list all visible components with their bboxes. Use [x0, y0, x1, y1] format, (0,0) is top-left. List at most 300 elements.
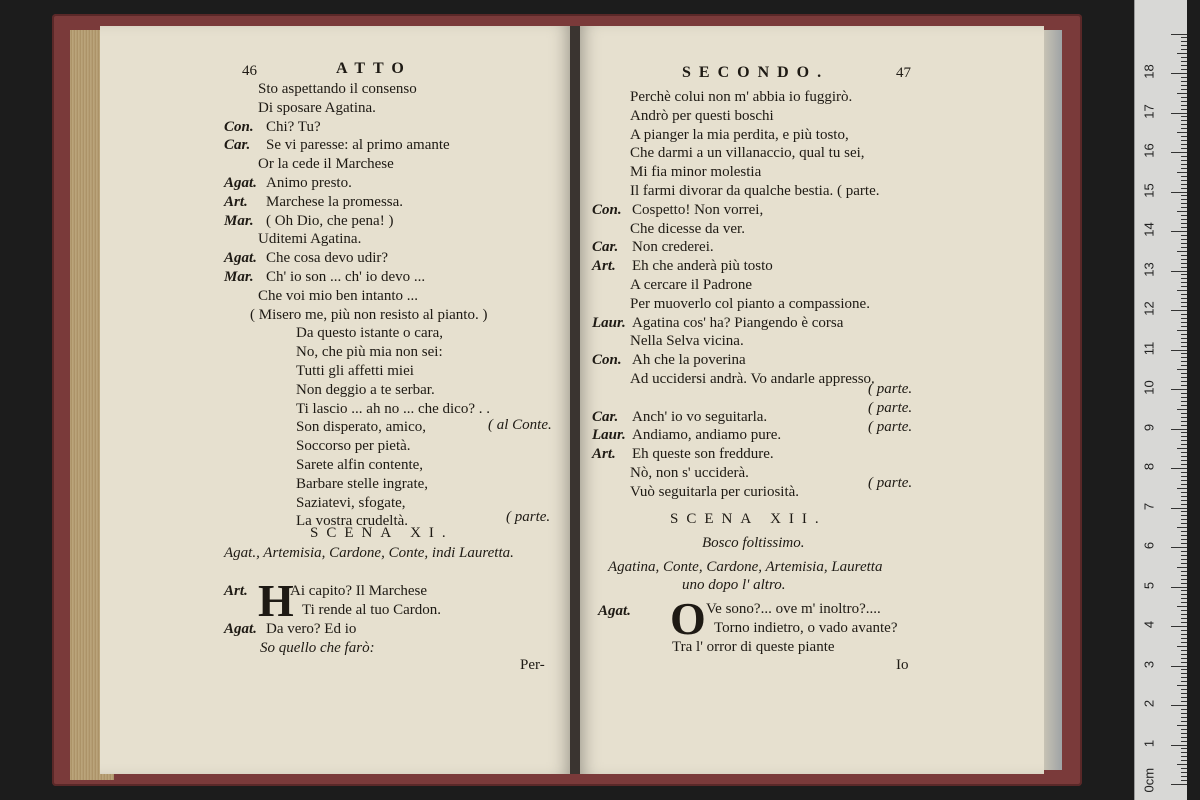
- ruler-tick: [1181, 207, 1187, 208]
- ruler-tick: [1181, 247, 1187, 248]
- ruler-tick: [1171, 73, 1187, 74]
- scene-cast-xii-2: uno dopo l' altro.: [682, 577, 786, 593]
- ruler-number: 16: [1141, 143, 1157, 158]
- ruler-tick: [1177, 685, 1187, 686]
- ruler-number: 12: [1141, 301, 1157, 316]
- ruler-tick: [1181, 274, 1187, 275]
- ruler-tick: [1181, 413, 1187, 414]
- ruler-tick: [1181, 45, 1187, 46]
- ruler-tick: [1171, 429, 1187, 430]
- ruler-tick: [1181, 658, 1187, 659]
- speaker-label: Car.: [224, 137, 251, 154]
- ruler-number: 18: [1141, 64, 1157, 79]
- speaker-label: Laur.: [592, 314, 626, 331]
- verse-line: Nò, non s' ucciderà.: [630, 465, 749, 481]
- art-line-2: Ti rende al tuo Cardon.: [302, 602, 442, 618]
- ruler-tick: [1181, 780, 1187, 781]
- ruler-tick: [1181, 515, 1187, 516]
- ruler-tick: [1181, 342, 1187, 343]
- verse-line: Soccorso per pietà.: [296, 438, 411, 455]
- ruler-tick: [1181, 69, 1187, 70]
- ruler-tick: [1181, 748, 1187, 749]
- ruler-tick: [1181, 559, 1187, 560]
- ruler-tick: [1171, 508, 1187, 509]
- verse-line: Che voi mio ben intanto ...: [258, 287, 418, 304]
- right-page-edges: [1042, 30, 1062, 770]
- ruler-tick: [1181, 713, 1187, 714]
- ruler-tick: [1181, 235, 1187, 236]
- ruler-tick: [1181, 239, 1187, 240]
- ruler-tick: [1177, 211, 1187, 212]
- verse-line: Per muoverlo col pianto a compassione.: [630, 295, 870, 312]
- speaker-label: Mar.: [224, 212, 254, 229]
- ruler-tick: [1177, 132, 1187, 133]
- verse-line: Cospetto! Non vorrei,: [632, 201, 764, 218]
- verse-line: Ti lascio ... ah no ... che dico? . .: [296, 400, 490, 417]
- ruler-tick: [1181, 563, 1187, 564]
- catchword-left: Per-: [520, 657, 545, 673]
- ruler-tick: [1181, 156, 1187, 157]
- ruler-tick: [1181, 298, 1187, 299]
- ruler-tick: [1181, 176, 1187, 177]
- ruler-tick: [1181, 417, 1187, 418]
- ruler-number: 6: [1141, 541, 1157, 550]
- ruler-tick: [1181, 136, 1187, 137]
- ruler-tick: [1181, 77, 1187, 78]
- agat-right-line-3: Tra l' orror di queste piante: [672, 639, 835, 655]
- scene-place: Bosco foltissimo.: [702, 535, 805, 551]
- ruler-tick: [1181, 756, 1187, 757]
- ruler-tick: [1181, 662, 1187, 663]
- dropcap-h: H: [258, 575, 294, 626]
- agat-right-line-2: Torno indietro, o vado avante?: [714, 620, 898, 636]
- verse-line: Ah che la poverina: [632, 352, 746, 369]
- verse-line: Animo presto.: [266, 175, 352, 191]
- stage-direction-al-conte: ( al Conte.: [488, 417, 552, 433]
- ruler-tick: [1177, 646, 1187, 647]
- ruler-tick: [1171, 231, 1187, 232]
- ruler-tick: [1171, 666, 1187, 667]
- verse-line: Che darmi a un villanaccio, qual tu sei,: [630, 145, 865, 162]
- ruler-tick: [1181, 338, 1187, 339]
- running-head-left: ATTO: [336, 60, 412, 77]
- ruler-tick: [1181, 381, 1187, 382]
- ruler-tick: [1181, 472, 1187, 473]
- ruler-tick: [1181, 523, 1187, 524]
- speaker-label: Agat.: [224, 250, 257, 267]
- verse-line: No, che più mia non sei:: [296, 344, 443, 361]
- ruler-number: 3: [1141, 660, 1157, 668]
- ruler-tick: [1181, 733, 1187, 734]
- ruler-tick: [1181, 650, 1187, 651]
- ruler-tick: [1181, 148, 1187, 149]
- verse-line: Non deggio a te serbar.: [296, 381, 435, 398]
- ruler-tick: [1181, 267, 1187, 268]
- ruler-tick: [1181, 302, 1187, 303]
- verse-line: Saziatevi, sfogate,: [296, 494, 406, 511]
- verse-line: Agatina cos' ha? Piangendo è corsa: [632, 314, 844, 331]
- ruler-tick: [1181, 116, 1187, 117]
- ruler-tick: [1181, 480, 1187, 481]
- verse-line: Ad uccidersi andrà. Vo andarle appresso.: [630, 371, 875, 387]
- ruler-tick: [1181, 669, 1187, 670]
- ruler-tick: [1181, 195, 1187, 196]
- ruler-tick: [1171, 626, 1187, 627]
- verse-line: Perchè colui non m' abbia io fuggirò.: [630, 89, 853, 105]
- ruler-tick: [1171, 271, 1187, 272]
- scene-cast-xi: Agat., Artemisia, Cardone, Conte, indi Lauretta.: [224, 545, 514, 561]
- running-head-right: SECONDO.: [682, 64, 830, 81]
- speaker-agat: Agat.: [224, 621, 257, 637]
- speaker-label: Car.: [592, 239, 619, 256]
- ruler-tick: [1181, 590, 1187, 591]
- ruler-tick: [1181, 709, 1187, 710]
- ruler-tick: [1181, 579, 1187, 580]
- ruler-tick: [1181, 436, 1187, 437]
- ruler-tick: [1181, 81, 1187, 82]
- ruler-tick: [1181, 105, 1187, 106]
- ruler-tick: [1181, 721, 1187, 722]
- ruler-tick: [1181, 634, 1187, 635]
- verse-line: Di sposare Agatina.: [258, 99, 376, 116]
- ruler-tick: [1181, 535, 1187, 536]
- ruler-tick: [1181, 120, 1187, 121]
- ruler-tick: [1181, 496, 1187, 497]
- ruler-tick: [1181, 199, 1187, 200]
- speaker-label: Art.: [592, 446, 616, 463]
- ruler-tick: [1181, 365, 1187, 366]
- ruler-tick: [1171, 113, 1187, 114]
- ruler-tick: [1181, 286, 1187, 287]
- ruler-tick: [1181, 397, 1187, 398]
- speaker-label: Art.: [592, 258, 616, 275]
- verse-line: Or la cede il Marchese: [258, 156, 394, 173]
- ruler-tick: [1177, 172, 1187, 173]
- ruler-tick: [1177, 369, 1187, 370]
- ruler-tick: [1181, 322, 1187, 323]
- speaker-label: Mar.: [224, 269, 254, 285]
- ruler-tick: [1181, 583, 1187, 584]
- ruler-tick: [1181, 484, 1187, 485]
- ruler-tick: [1181, 500, 1187, 501]
- verse-line: Il farmi divorar da qualche bestia. ( parte.: [630, 183, 880, 199]
- ruler-tick: [1181, 385, 1187, 386]
- ruler-tick: [1177, 409, 1187, 410]
- ruler-tick: [1181, 164, 1187, 165]
- verse-line: Da questo istante o cara,: [296, 325, 444, 342]
- ruler-number: 4: [1141, 620, 1157, 629]
- ruler-tick: [1177, 448, 1187, 449]
- speaker-label: Art.: [224, 193, 248, 210]
- ruler-tick: [1177, 764, 1187, 765]
- ruler-tick: [1181, 693, 1187, 694]
- ruler-tick: [1181, 219, 1187, 220]
- verse-line: Se vi paresse: al primo amante: [266, 137, 450, 154]
- ruler-tick: [1181, 571, 1187, 572]
- scene-title-xi: SCENA XI.: [310, 525, 454, 541]
- ruler-tick: [1181, 421, 1187, 422]
- ruler-tick: [1181, 377, 1187, 378]
- ruler-tick: [1181, 460, 1187, 461]
- speaker-label: Con.: [592, 201, 622, 218]
- ruler-tick: [1181, 188, 1187, 189]
- verse-line: Anch' io vo seguitarla.: [632, 408, 768, 425]
- ruler-tick: [1177, 527, 1187, 528]
- verse-line: Andrò per questi boschi: [630, 107, 774, 124]
- ruler-tick: [1181, 432, 1187, 433]
- ruler-tick: [1181, 697, 1187, 698]
- ruler-tick: [1181, 575, 1187, 576]
- verse-line: Andiamo, andiamo pure.: [632, 427, 782, 444]
- verse-line: ( Oh Dio, che pena! ): [266, 212, 394, 229]
- ruler-tick: [1181, 444, 1187, 445]
- stage-direction-parte-3: ( parte.: [868, 419, 913, 435]
- speaker-label: Con.: [592, 352, 622, 369]
- ruler-tick: [1181, 97, 1187, 98]
- ruler-tick: [1171, 547, 1187, 548]
- ruler-tick: [1181, 602, 1187, 603]
- ruler-tick: [1181, 701, 1187, 702]
- ruler-number: 15: [1141, 182, 1157, 198]
- ruler-tick: [1181, 306, 1187, 307]
- ruler-number: 0cm: [1141, 767, 1157, 793]
- ruler-tick: [1181, 259, 1187, 260]
- page-number-right: 47: [896, 65, 911, 81]
- verse-line: Eh queste son freddure.: [632, 446, 774, 463]
- ruler-tick: [1181, 689, 1187, 690]
- ruler-tick: [1181, 49, 1187, 50]
- ruler-tick: [1181, 476, 1187, 477]
- ruler-tick: [1181, 144, 1187, 145]
- ruler-tick: [1181, 85, 1187, 86]
- right-page: [578, 26, 1044, 774]
- art-line-1: Ai capito? Il Marchese: [290, 583, 428, 599]
- dropcap-o: O: [670, 593, 706, 644]
- ruler-tick: [1181, 357, 1187, 358]
- verse-line: La vostra crudeltà.: [296, 513, 409, 530]
- ruler-tick: [1181, 425, 1187, 426]
- ruler-tick: [1181, 223, 1187, 224]
- ruler-tick: [1181, 519, 1187, 520]
- ruler-tick: [1181, 752, 1187, 753]
- ruler-tick: [1181, 57, 1187, 58]
- ruler-tick: [1181, 168, 1187, 169]
- ruler-tick: [1181, 543, 1187, 544]
- ruler-tick: [1181, 598, 1187, 599]
- ruler-tick: [1181, 594, 1187, 595]
- ruler-tick: [1181, 681, 1187, 682]
- speaker-label: Car.: [592, 408, 619, 425]
- ruler-tick: [1181, 215, 1187, 216]
- ruler-tick: [1181, 776, 1187, 777]
- ruler-tick: [1181, 741, 1187, 742]
- ruler-number: 7: [1141, 502, 1157, 510]
- ruler-tick: [1181, 393, 1187, 394]
- ruler-tick: [1181, 760, 1187, 761]
- ruler-tick: [1181, 539, 1187, 540]
- book-gutter: [570, 26, 580, 774]
- scene-cast-xii-1: Agatina, Conte, Cardone, Artemisia, Lauretta: [608, 559, 883, 575]
- ruler-tick: [1181, 109, 1187, 110]
- ruler-number: 13: [1141, 261, 1157, 277]
- ruler-tick: [1181, 768, 1187, 769]
- ruler-tick: [1177, 251, 1187, 252]
- ruler-tick: [1181, 654, 1187, 655]
- ruler-tick: [1171, 192, 1187, 193]
- ruler-tick: [1181, 373, 1187, 374]
- page-number-left: 46: [242, 63, 257, 79]
- ruler-tick: [1181, 551, 1187, 552]
- ruler-tick: [1181, 160, 1187, 161]
- ruler-tick: [1181, 464, 1187, 465]
- verse-line: Chi? Tu?: [266, 118, 321, 135]
- agat-right-line-1: Ve sono?... ove m' inoltro?....: [706, 601, 881, 617]
- ruler-tick: [1177, 567, 1187, 568]
- ruler-tick: [1181, 346, 1187, 347]
- ruler-tick: [1181, 318, 1187, 319]
- ruler-tick: [1181, 440, 1187, 441]
- ruler-tick: [1181, 278, 1187, 279]
- ruler-tick: [1171, 784, 1187, 785]
- ruler-tick: [1171, 587, 1187, 588]
- ruler-tick: [1181, 314, 1187, 315]
- ruler-tick: [1177, 330, 1187, 331]
- ruler-tick: [1181, 456, 1187, 457]
- verse-line: Eh che anderà più tosto: [632, 258, 773, 275]
- verse-line: Sto aspettando il consenso: [258, 81, 417, 97]
- ruler-tick: [1181, 61, 1187, 62]
- verse-line: Son disperato, amico,: [296, 419, 426, 436]
- ruler-tick: [1171, 389, 1187, 390]
- ruler-tick: [1181, 401, 1187, 402]
- ruler-tick: [1177, 93, 1187, 94]
- ruler-tick: [1181, 772, 1187, 773]
- ruler-tick: [1171, 152, 1187, 153]
- ruler-tick: [1181, 282, 1187, 283]
- ruler-tick: [1181, 737, 1187, 738]
- verse-line: Sarete alfin contente,: [296, 457, 424, 473]
- ruler-number: 17: [1141, 103, 1157, 119]
- ruler-tick: [1181, 334, 1187, 335]
- verse-line: Barbare stelle ingrate,: [296, 475, 429, 492]
- ruler-number: 9: [1141, 423, 1157, 431]
- ruler-tick: [1181, 511, 1187, 512]
- ruler-tick: [1181, 263, 1187, 264]
- left-page: [100, 26, 572, 774]
- ruler-tick: [1171, 468, 1187, 469]
- verse-line: Ch' io son ... ch' io devo ...: [266, 269, 426, 285]
- scene-title-xii: SCENA XII.: [670, 511, 827, 527]
- ruler-number: 14: [1141, 222, 1157, 237]
- speaker-art: Art.: [224, 583, 248, 599]
- ruler-tick: [1177, 290, 1187, 291]
- ruler-number: 1: [1141, 739, 1157, 747]
- ruler-tick: [1181, 729, 1187, 730]
- ruler-tick: [1177, 606, 1187, 607]
- ruler-tick: [1171, 34, 1187, 35]
- ruler-tick: [1171, 705, 1187, 706]
- ruler-tick: [1181, 353, 1187, 354]
- stage-direction-parte-2: ( parte.: [868, 400, 913, 416]
- ruler-tick: [1181, 717, 1187, 718]
- ruler-number: 11: [1141, 341, 1157, 355]
- ruler-tick: [1181, 41, 1187, 42]
- ruler-tick: [1181, 180, 1187, 181]
- ruler-tick: [1181, 610, 1187, 611]
- ruler-tick: [1181, 405, 1187, 406]
- measuring-ruler: [1134, 0, 1187, 800]
- verse-line: Nella Selva vicina.: [630, 333, 744, 350]
- speaker-agat-right: Agat.: [598, 603, 631, 619]
- ruler-tick: [1181, 614, 1187, 615]
- ruler-number: 2: [1141, 699, 1157, 708]
- ruler-tick: [1181, 326, 1187, 327]
- ruler-tick: [1181, 531, 1187, 532]
- ruler-tick: [1181, 203, 1187, 204]
- ruler-tick: [1181, 555, 1187, 556]
- ruler-tick: [1181, 622, 1187, 623]
- speaker-label: Agat.: [224, 175, 257, 191]
- verse-line: Uditemi Agatina.: [258, 231, 362, 248]
- ruler-tick: [1181, 642, 1187, 643]
- ruler-tick: [1181, 673, 1187, 674]
- verse-line: ( Misero me, più non resisto al pianto. ): [250, 306, 488, 323]
- ruler-tick: [1181, 140, 1187, 141]
- ruler-number: 8: [1141, 462, 1157, 471]
- ruler-tick: [1181, 452, 1187, 453]
- ruler-tick: [1181, 65, 1187, 66]
- stage-direction-parte: ( parte.: [506, 509, 551, 525]
- stage-direction-parte-1: ( parte.: [868, 381, 913, 397]
- verse-line: Che cosa devo udir?: [266, 250, 389, 267]
- catchword-right: Io: [896, 657, 909, 673]
- verse-line: Non crederei.: [632, 239, 714, 256]
- verse-line: A cercare il Padrone: [630, 277, 753, 293]
- ruler-tick: [1181, 294, 1187, 295]
- ruler-tick: [1181, 243, 1187, 244]
- verse-line: Tutti gli affetti miei: [296, 363, 414, 379]
- ruler-tick: [1177, 53, 1187, 54]
- ruler-tick: [1181, 184, 1187, 185]
- ruler-tick: [1181, 255, 1187, 256]
- speaker-label: Laur.: [592, 427, 626, 444]
- ruler-tick: [1171, 310, 1187, 311]
- ruler-tick: [1177, 725, 1187, 726]
- ruler-tick: [1177, 488, 1187, 489]
- ruler-tick: [1181, 638, 1187, 639]
- ruler-tick: [1181, 504, 1187, 505]
- stage-direction-parte-4: ( parte.: [868, 475, 913, 491]
- ruler-tick: [1181, 361, 1187, 362]
- ruler-tick: [1181, 618, 1187, 619]
- ruler-tick: [1181, 227, 1187, 228]
- speaker-label: Con.: [224, 118, 254, 135]
- ruler-tick: [1181, 124, 1187, 125]
- verse-line: Mi fia minor molestia: [630, 164, 762, 181]
- agat-line-2: So quello che farò:: [260, 640, 375, 656]
- ruler-tick: [1181, 101, 1187, 102]
- ruler-tick: [1171, 350, 1187, 351]
- verse-line: Che dicesse da ver.: [630, 220, 745, 237]
- verse-line: Marchese la promessa.: [266, 193, 404, 210]
- agat-line-1: Da vero? Ed io: [266, 621, 357, 637]
- ruler-tick: [1181, 89, 1187, 90]
- ruler-number: 5: [1141, 581, 1157, 589]
- ruler-tick: [1181, 492, 1187, 493]
- ruler-tick: [1181, 677, 1187, 678]
- ruler-tick: [1181, 128, 1187, 129]
- verse-line: Vuò seguitarla per curiosità.: [630, 483, 800, 500]
